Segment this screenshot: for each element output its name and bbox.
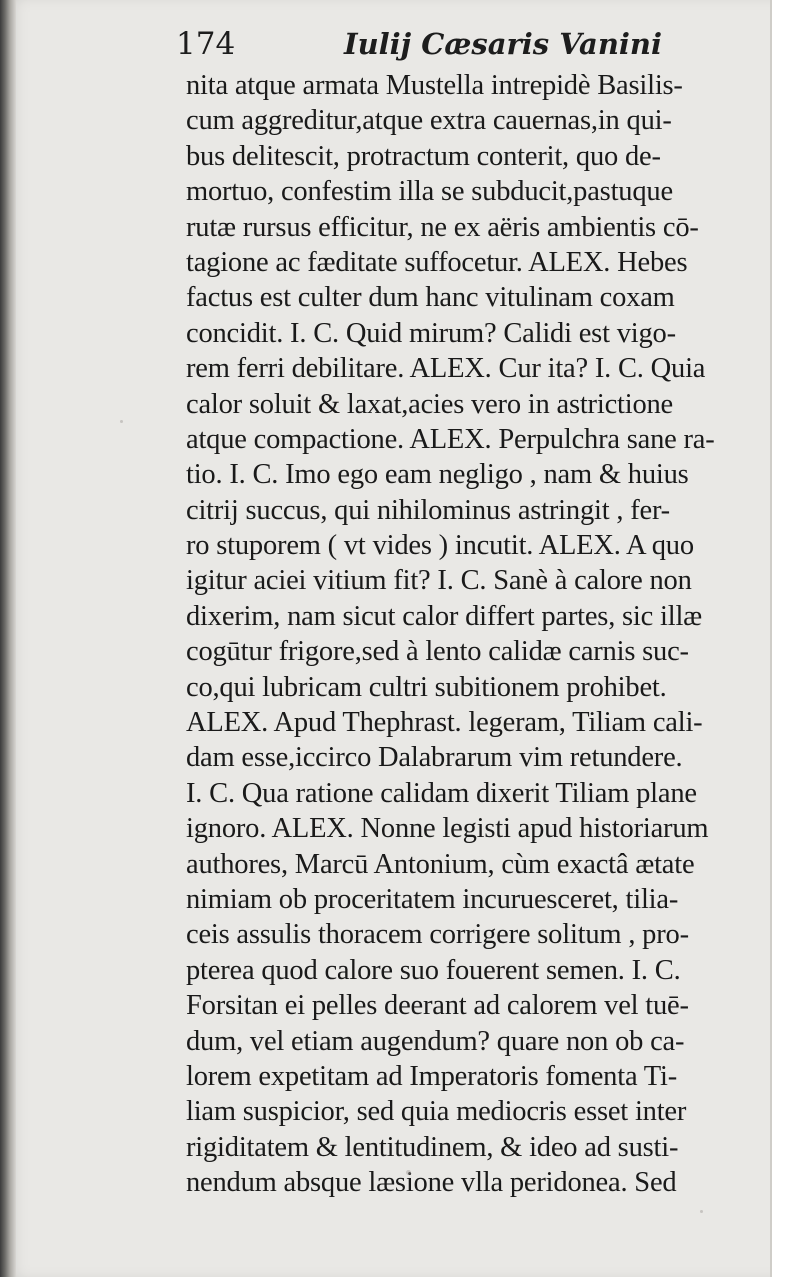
text-line: concidit. I. C. Quid mirum? Calidi est vigo-	[186, 317, 676, 349]
text-line: ALEX. Apud Thephrast. legeram, Tiliam cali-	[186, 707, 703, 739]
paper-speckle	[120, 420, 123, 423]
running-title: Iulij Cæsaris Vanini	[344, 27, 663, 61]
text-line: dam esse,iccirco Dalabrarum vim retundere.	[186, 742, 683, 774]
text-line: authores, Marcū Antonium, cùm exactâ ætate	[186, 848, 695, 880]
text-line: bus delitescit, protractum conterit, quo de-	[186, 140, 661, 172]
body-text-block	[186, 68, 768, 1201]
text-line: tio. I. C. Imo ego eam negligo , nam & huius	[186, 459, 689, 491]
paper-speckle	[406, 1170, 411, 1175]
text-line: pterea quod calore suo fouerent semen. I. C.	[186, 954, 681, 986]
text-line: atque compactione. ALEX. Perpulchra sane ra-	[186, 423, 715, 455]
text-line: igitur aciei vitium fit? I. C. Sanè à calore non	[186, 565, 692, 597]
text-line: rem ferri debilitare. ALEX. Cur ita? I. C. Quia	[186, 353, 706, 385]
text-line: dixerim, nam sicut calor differt partes, sic illæ	[186, 600, 702, 632]
paper-speckle	[700, 1210, 703, 1213]
text-line: ro stuporem ( vt vides ) incutit. ALEX. A quo	[186, 530, 694, 562]
text-line: Forsitan ei pelles deerant ad calorem vel tuē-	[186, 990, 689, 1022]
text-line: tagione ac fæditate suffocetur. ALEX. Hebes	[186, 246, 688, 278]
text-line: nendum absque læsione vlla peridonea. Sed	[186, 1167, 677, 1199]
text-line: rigiditatem & lentitudinem, & ideo ad susti-	[186, 1131, 679, 1163]
text-line: ceis assulis thoracem corrigere solitum , pro-	[186, 919, 689, 951]
text-line: liam suspicior, sed quia mediocris esset inter	[186, 1096, 687, 1128]
page-header	[176, 22, 663, 66]
text-line: dum, vel etiam augendum? quare non ob ca-	[186, 1025, 685, 1057]
text-line: factus est culter dum hanc vitulinam coxam	[186, 282, 675, 314]
text-line: mortuo, confestim illa se subducit,pastuque	[186, 176, 673, 208]
text-line: calor soluit & laxat,acies vero in astrictione	[186, 388, 674, 420]
text-line: co,qui lubricam cultri subitionem prohibet.	[186, 671, 667, 703]
text-line: I. C. Qua ratione calidam dixerit Tiliam plane	[186, 777, 697, 809]
text-line: nimiam ob proceritatem incuruesceret, tilia-	[186, 883, 679, 915]
text-line: nita atque armata Mustella intrepidè Basilis-	[186, 70, 683, 101]
text-line: cum aggreditur,atque extra cauernas,in qui-	[186, 105, 672, 137]
page-gutter-shadow	[0, 0, 16, 1277]
text-line: ignoro. ALEX. Nonne legisti apud historiarum	[186, 813, 709, 845]
text-line: rutæ rursus efficitur, ne ex aëris ambientis cō-	[186, 211, 699, 243]
text-line: lorem expetitam ad Imperatoris fomenta Ti-	[186, 1060, 678, 1092]
page-number: 174	[176, 26, 236, 62]
text-line: citrij succus, qui nihilominus astringit , fer-	[186, 494, 670, 526]
text-line: cogūtur frigore,sed à lento calidæ carnis suc-	[186, 636, 689, 668]
